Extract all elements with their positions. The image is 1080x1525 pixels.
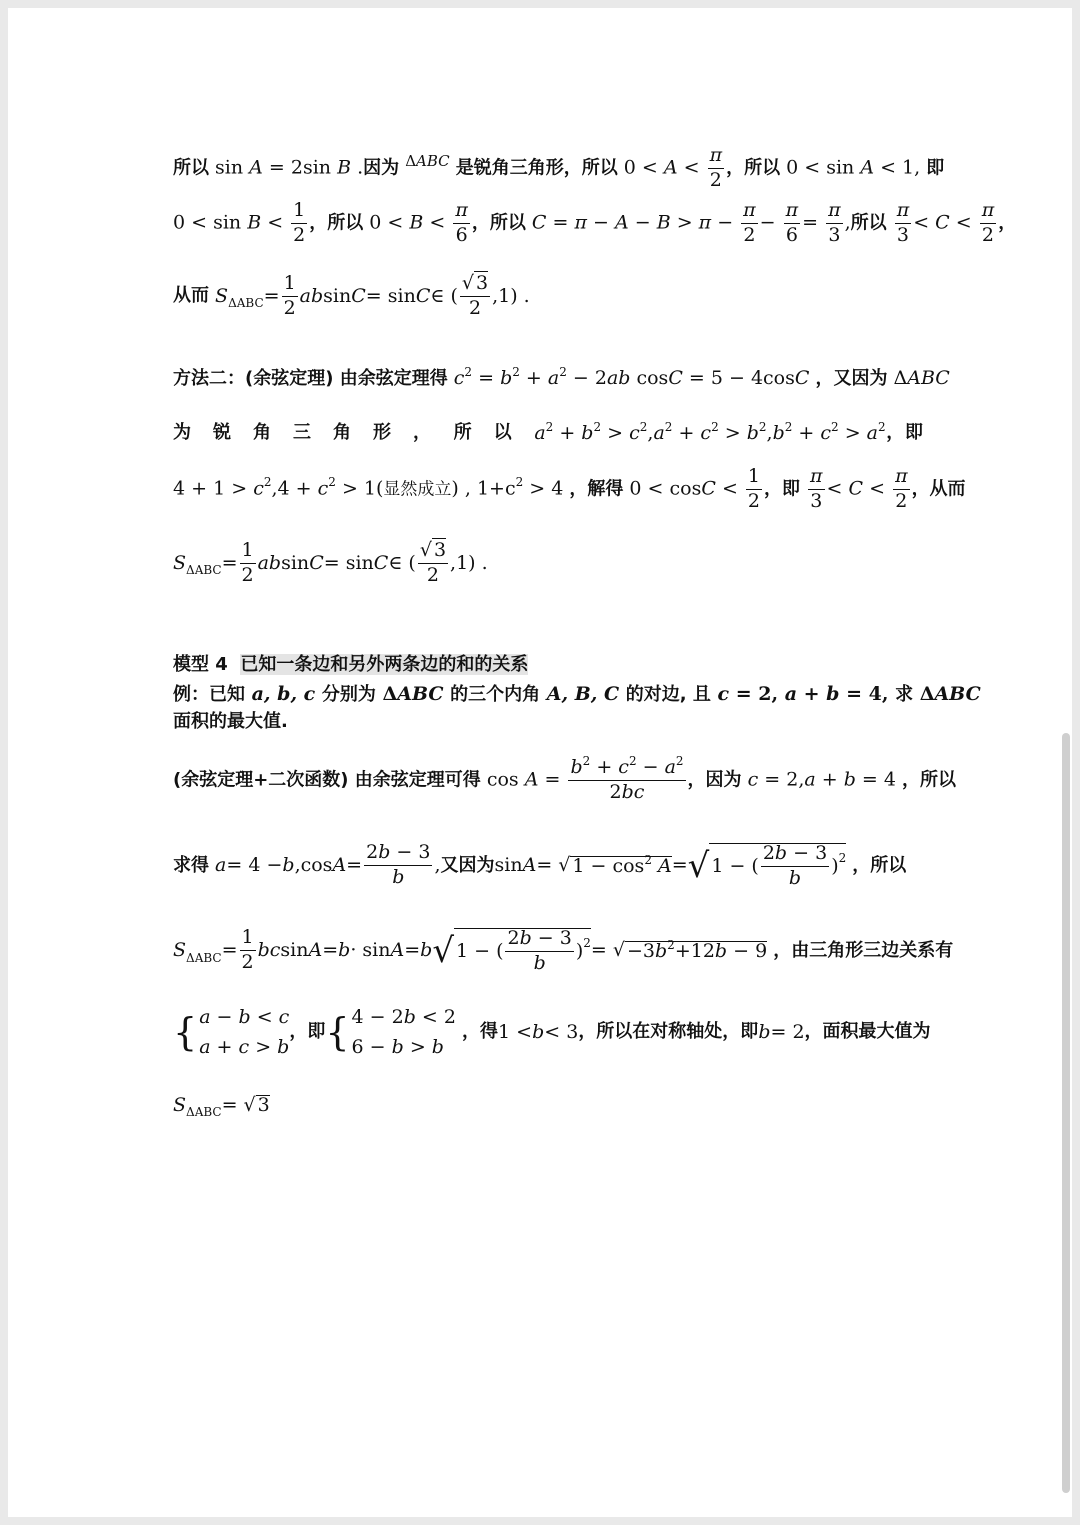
text-line-10: 面积的最大值. <box>173 711 288 732</box>
text-line-14: { a − b < c a + c > b ，即 { 4 − 2b < 2 6 − b > b ，得 1 < b < 3 ，所以在对称轴处，即 b = 2 ，面积最大值为 <box>173 1005 931 1058</box>
text-line-15: S ΔABC = √ 3 <box>173 1093 270 1119</box>
text-line-5: 为锐角三角形， 所以 $a^2 + b^2 > c^2,a^2 + c^2 > b^2,b^2 + c^2 > a^2$ ， 即 <box>173 419 923 444</box>
text-line-6: $4 + 1 > c^2,4 + c^2 > 1$(显然成立) , $1+c^2 > 4$ ，解得 0 < cosC < $\frac{1}{2}$ ，即 $\frac{\pi}{3}$ < C < $\frac{\pi}{2}$ ，从而 <box>173 464 966 512</box>
text-line-2: 0 < sin B < $\frac{1}{2}$ ，所以 0 < B < $\frac{\pi}{6}$ ，所以 C = π − A − B > π − $\frac{\pi}{2}$ − $\frac{\pi}{6}$ = $\frac{\pi}{3}$ ,所以 $\frac{\pi}{3}$ < C < $\frac{\pi}{2}$ ， <box>173 198 1017 246</box>
text-line-3: 从而 S ΔABC = $\frac{1}{2}$ ab sin C = sin C ∈ ( $\frac{√ 3}{2}$ ,1) . <box>173 271 530 319</box>
text-line-1: 所以 sin A = 2sin B .因为 $^{\Delta ABC}$ 是锐角三角形，所以 0 < A < $\frac{\pi}{2}$ ，所以 0 < sin A < 1, 即 <box>173 143 945 191</box>
document-page <box>8 8 1072 1517</box>
text-line-13: S ΔABC = $\frac{1}{2}$ bc sin A = b · sin A = b √ 1 − ( $\frac{2b - 3}{b}$ ) 2 = √ $-3b^2+12b - 9$ ，由三角形三边关系有 <box>173 926 954 974</box>
text-line-9: 例：已知 a, b, c 分别为 ΔABC 的三个内角 A, B, C 的对边, 且 c = 2, a + b = 4, 求 ΔABC <box>173 682 981 705</box>
text-line-4: 方法二：(余弦定理) 由余弦定理得 $c^2 = b^2 + a^2 - 2ab$ cosC = 5 − 4cosC ，又因为 ΔABC <box>173 364 950 389</box>
text-line-12: 求得 a = 4 − b ,cos A = $\frac{2b - 3}{b}$ , 又因为 sin A = √ $1 - \cos^2 A$ = √ 1 − ( $\frac{2b - 3}{b}$ ) 2 ，所以 <box>173 841 907 889</box>
vertical-scrollbar[interactable] <box>1062 733 1070 1493</box>
text-line-7: S ΔABC = $\frac{1}{2}$ ab sin C = sin C ∈ ( $\frac{√ 3}{2}$ ,1) . <box>173 538 488 586</box>
text-line-11: (余弦定理+二次函数) 由余弦定理可得 cos A = $\frac{b^2 + c^2 - a^2}{2bc}$ ，因为 c = 2,a + b = 4 ，所以 <box>173 754 957 803</box>
section-heading: 模型 4 已知一条边和另外两条边的和的关系 <box>173 654 529 675</box>
